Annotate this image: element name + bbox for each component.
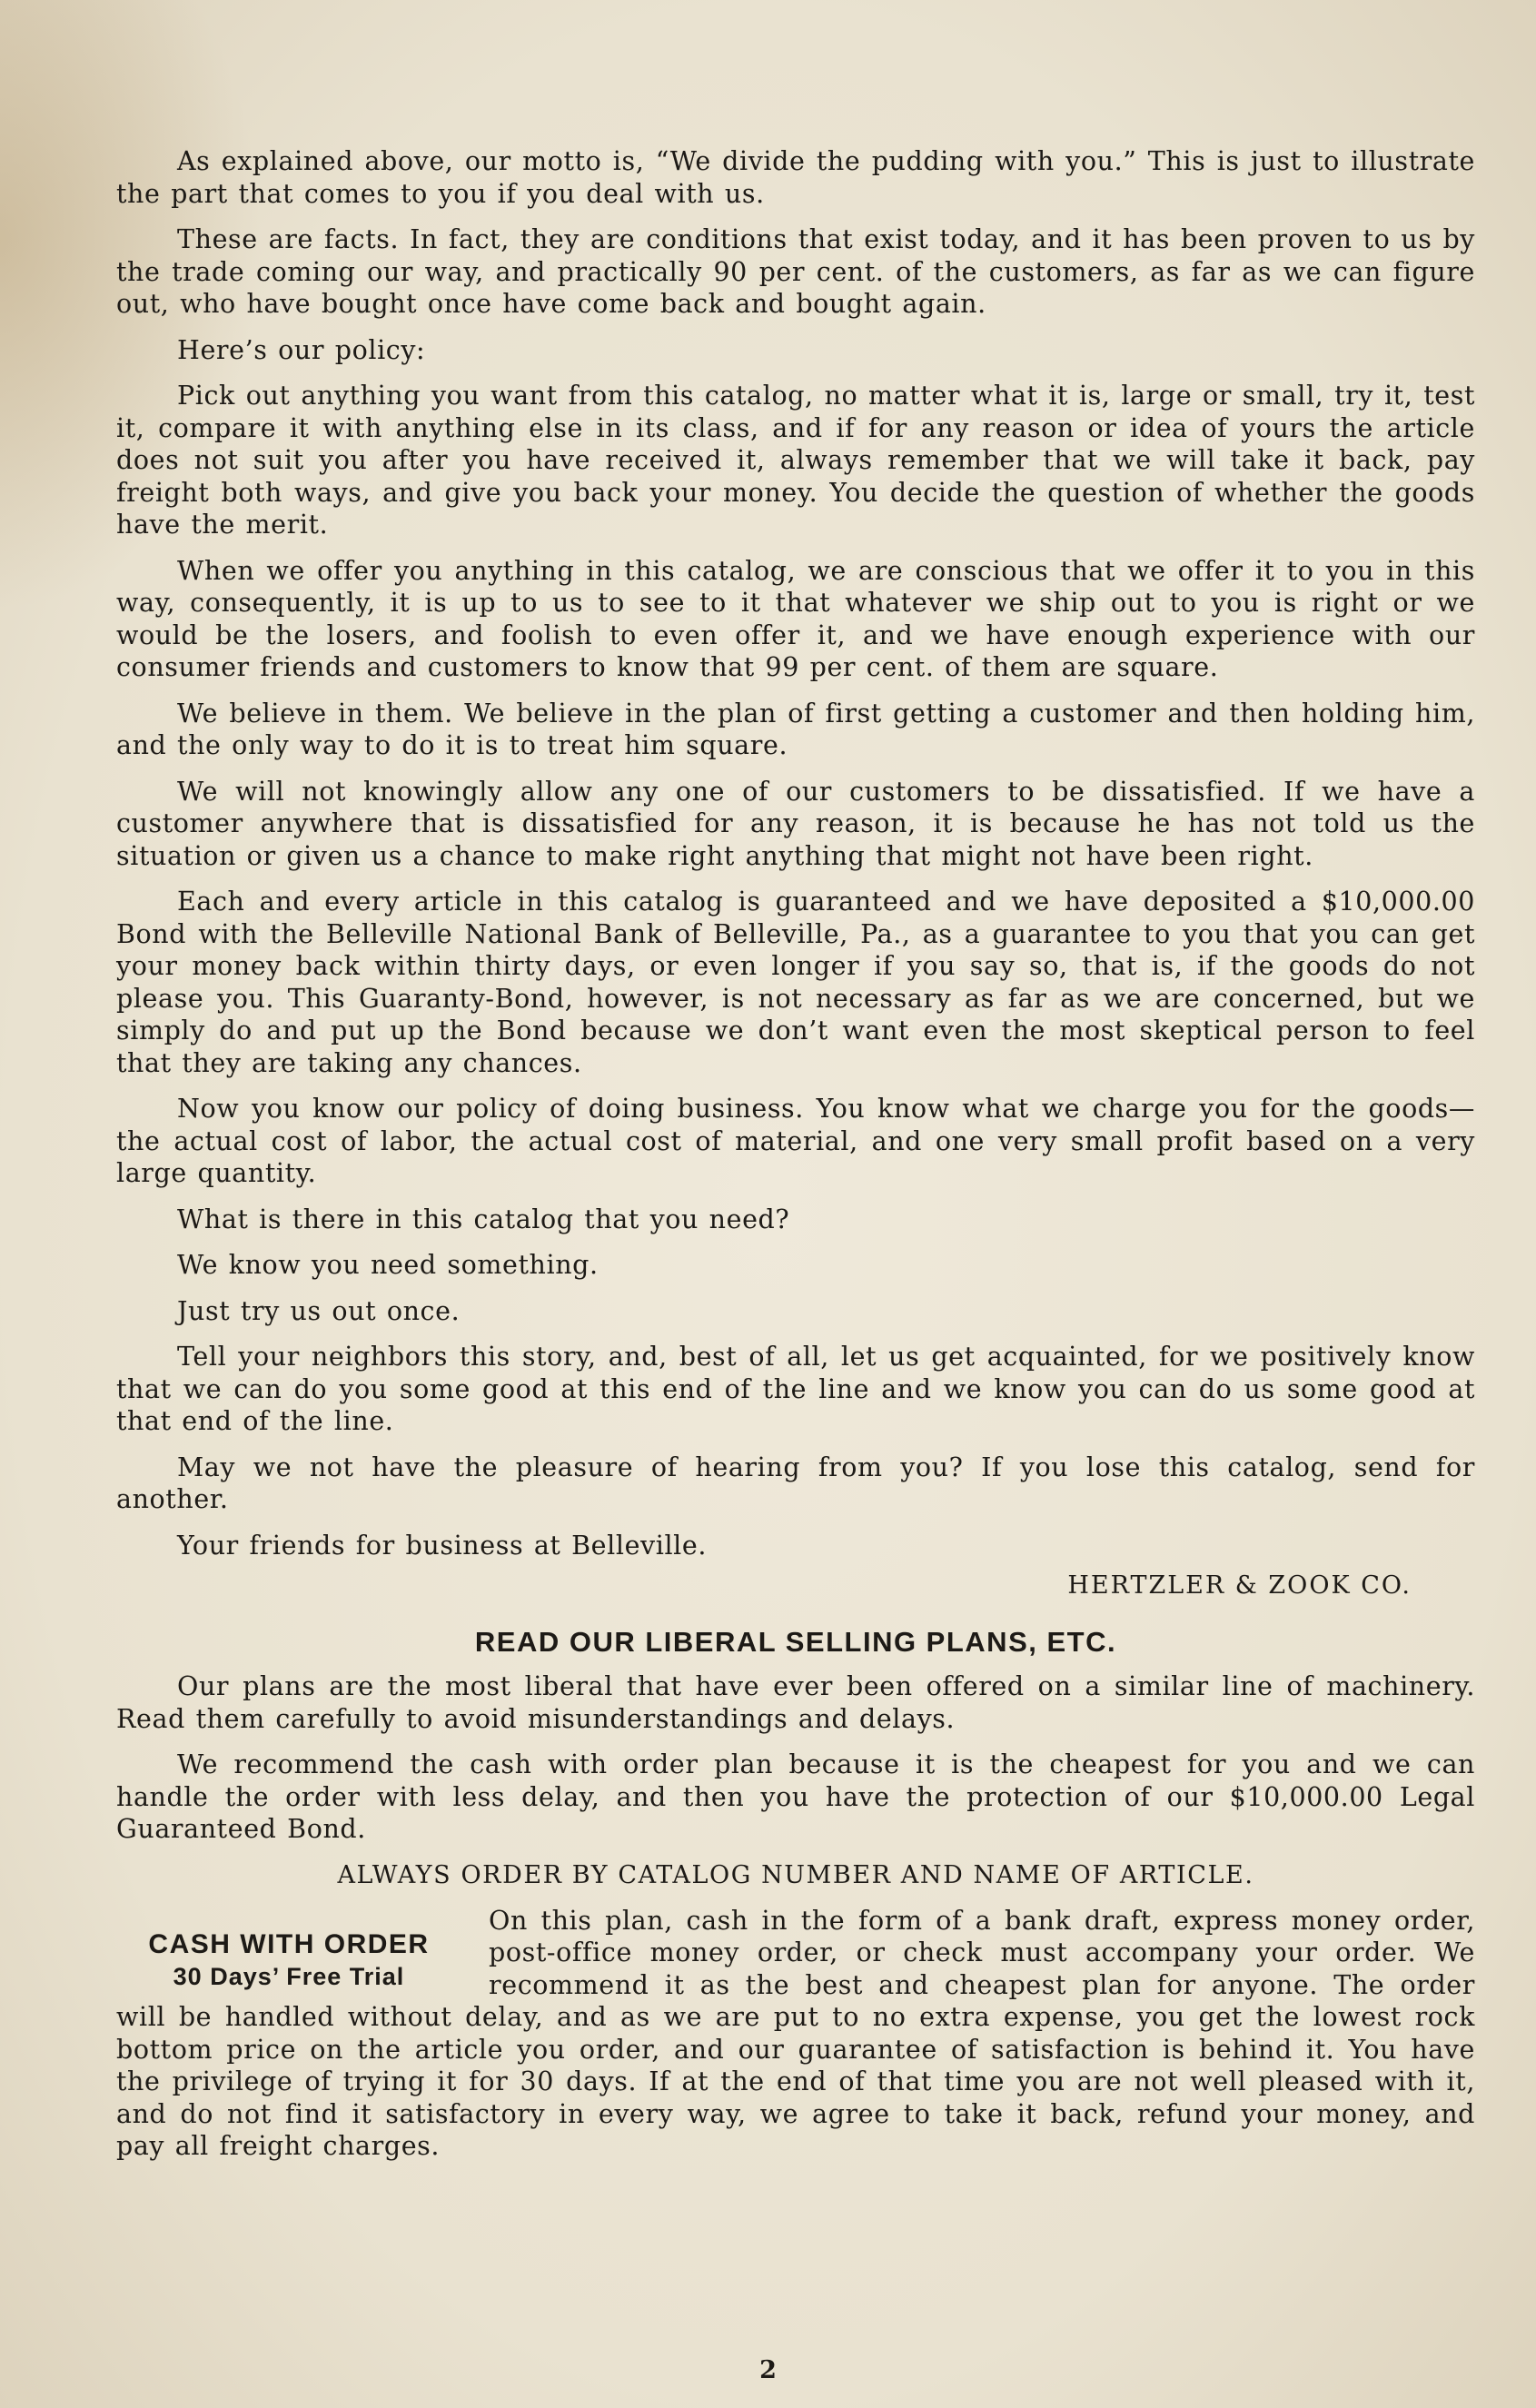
paragraph-conscious: When we offer you anything in this catalog, we are conscious that we offer it to you in this way, consequently, it is up to us to see to it that whatever we ship out to you is right or we would be the losers, and foolish to even offer it, and we have enough experience with our consumer friends and customers to know that 99 per cent. of them are square. (116, 555, 1475, 682)
paragraph-what-need: What is there in this catalog that you need? (177, 1204, 790, 1234)
cash-with-order-title: CASH WITH ORDER (148, 1928, 430, 1959)
paragraph-friends: Your friends for business at Belleville. (177, 1530, 708, 1561)
paragraph-guarantee-bond: Each and every article in this catalog is guaranteed and we have deposited a $10,000.00 Bond with the Belleville National Bank of Belleville, Pa., as a guarantee to you that you can get your money back within thirty days, or even longer if you say so, that is, if the goods do not please you. This Guaranty-Bond, however, is not necessary as far as we are concerned, but we simply do and put up the Bond because we don’t want even the most skeptical person to feel that they are taking any chances. (116, 887, 1475, 1078)
paragraph-know-need: We know you need something. (177, 1250, 599, 1280)
paragraph-motto: As explained above, our motto is, “We divide the pudding with you.” This is just to illustrate the part that comes to you if you deal with us. (116, 146, 1475, 209)
section-heading-selling-plans: READ OUR LIBERAL SELLING PLANS, ETC. (474, 1626, 1117, 1658)
page-number: 2 (759, 2356, 777, 2384)
page-content (116, 145, 1475, 2176)
paragraph-believe: We believe in them. We believe in the plan of first getting a customer and then holding him, and the only way to do it is to treat him square. (116, 698, 1475, 760)
paragraph-dissatisfied: We will not knowingly allow any one of our customers to be dissatisfied. If we have a customer anywhere that is dissatisfied for any reason, it is because he has not told us the situation or given us a chance to make right anything that might not have been right. (116, 776, 1475, 871)
paragraph-neighbors: Tell your neighbors this story, and, best of all, let us get acquainted, for we positively know that we can do you some good at this end of the line and we know you can do us some good at that end of the line. (116, 1342, 1475, 1436)
cash-with-order-label (116, 1928, 461, 1992)
paragraph-plans-liberal: Our plans are the most liberal that have ever been offered on a similar line of machinery. Read them carefully to avoid misunderstandings and delays. (116, 1671, 1475, 1734)
signature: HERTZLER & ZOOK CO. (1067, 1571, 1412, 1600)
paragraph-try-us: Just try us out once. (177, 1295, 461, 1326)
paragraph-pick-out: Pick out anything you want from this catalog, no matter what it is, large or small, try it, test it, compare it with anything else in its class, and if for any reason or idea of yours the article does not suit you after you have received it, always remember that we will take it back, pay freight both ways, and give you back your money. You decide the question of whether the goods have the merit. (116, 381, 1475, 540)
free-trial-subtitle: 30 Days’ Free Trial (173, 1962, 405, 1990)
paragraph-hearing: May we not have the pleasure of hearing from you? If you lose this catalog, send for another. (116, 1452, 1475, 1514)
paragraph-recommend-cash: We recommend the cash with order plan because it is the cheapest for you and we can handle the order with less delay, and then you have the protection of our $10,000.00 Legal Guaranteed Bond. (116, 1749, 1475, 1844)
cash-with-order-section (116, 1905, 1475, 2163)
order-instruction-note: ALWAYS ORDER BY CATALOG NUMBER AND NAME OF ARTICLE. (337, 1860, 1254, 1889)
paragraph-policy-intro: Here’s our policy: (177, 334, 426, 365)
paragraph-facts: These are facts. In fact, they are conditions that exist today, and it has been proven to us by the trade coming our way, and practically 90 per cent. of the customers, as far as we can figure out, who have bought once have come back and bought again. (116, 224, 1475, 319)
cash-with-order-text: On this plan, cash in the form of a bank draft, express money order, post-office money order, or check must accompany your order. We recommend it as the best and cheapest plan for anyone. The order will be handled without delay, and as we are put to no extra expense, you get the lowest rock bottom price on the article you order, and our guarantee of satisfaction is behind it. You have the privilege of trying it for 30 days. If at the end of that time you are not well pleased with it, and do not find it satisfactory in every way, we agree to take it back, refund your money, and pay all freight charges. (116, 1905, 1475, 2161)
paragraph-policy-business: Now you know our policy of doing business. You know what we charge you for the goods—the actual cost of labor, the actual cost of material, and one very small profit based on a very large quantity. (116, 1094, 1475, 1188)
